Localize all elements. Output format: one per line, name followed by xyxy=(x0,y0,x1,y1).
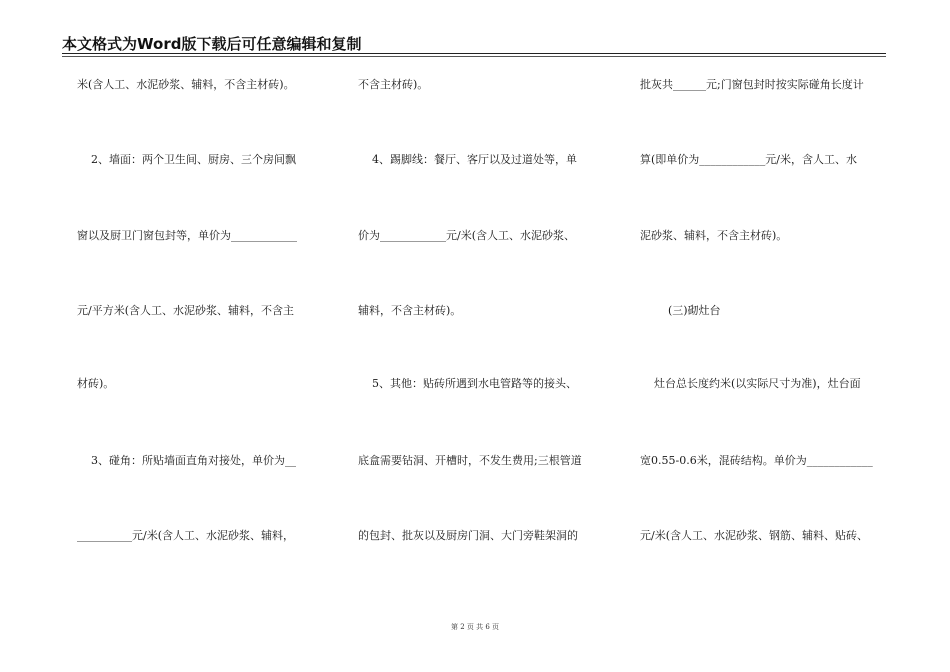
section-heading: (三)砌灶台 xyxy=(640,304,721,317)
document-header-title: 本文格式为Word版下载后可任意编辑和复制 xyxy=(62,35,362,53)
text-line: 材砖)。 xyxy=(77,377,115,390)
text-line: 5、其他：贴砖所遇到水电管路等的接头、 xyxy=(358,377,577,390)
text-line: 元/平方米(含人工、水泥砂浆、辅料，不含主 xyxy=(77,304,294,317)
text-line: 的包封、批灰以及厨房门洞、大门旁鞋架洞的 xyxy=(358,529,578,542)
text-line: __________元/米(含人工、水泥砂浆、辅料， xyxy=(77,529,294,542)
text-line: 2、墙面：两个卫生间、厨房、三个房间飘 xyxy=(77,153,296,166)
text-line: 灶台总长度约米(以实际尺寸为准)，灶台面 xyxy=(640,377,861,390)
text-line: 底盒需要钻洞、开槽时，不发生费用;三根管道 xyxy=(358,454,582,467)
text-line: 米(含人工、水泥砂浆、辅料，不含主材砖)。 xyxy=(77,78,295,91)
text-column-2 xyxy=(358,0,608,640)
page-number-footer: 第 2 页 共 6 页 xyxy=(450,623,500,631)
text-line: 不含主材砖)。 xyxy=(358,78,429,91)
text-line: 4、踢脚线：餐厅、客厅以及过道处等，单 xyxy=(358,153,577,166)
text-line: 3、碰角：所贴墙面直角对接处，单价为__ xyxy=(77,454,296,467)
text-line: 宽0.55-0.6米，混砖结构。单价为____________ xyxy=(640,454,873,467)
text-column-3 xyxy=(640,0,890,640)
text-line: 窗以及厨卫门窗包封等，单价为____________ xyxy=(77,229,297,242)
text-column-1 xyxy=(77,0,327,640)
text-line: 泥砂浆、辅料，不含主材砖)。 xyxy=(640,229,788,242)
text-line: 元/米(含人工、水泥砂浆、钢筋、辅料、贴砖、 xyxy=(640,529,868,542)
text-line: 批灰共______元;门窗包封时按实际碰角长度计 xyxy=(640,78,864,91)
text-line: 辅料，不含主材砖)。 xyxy=(358,304,462,317)
text-line: 价为____________元/米(含人工、水泥砂浆、 xyxy=(358,229,575,242)
text-line: 算(即单价为____________元/米，含人工、水 xyxy=(640,153,857,166)
